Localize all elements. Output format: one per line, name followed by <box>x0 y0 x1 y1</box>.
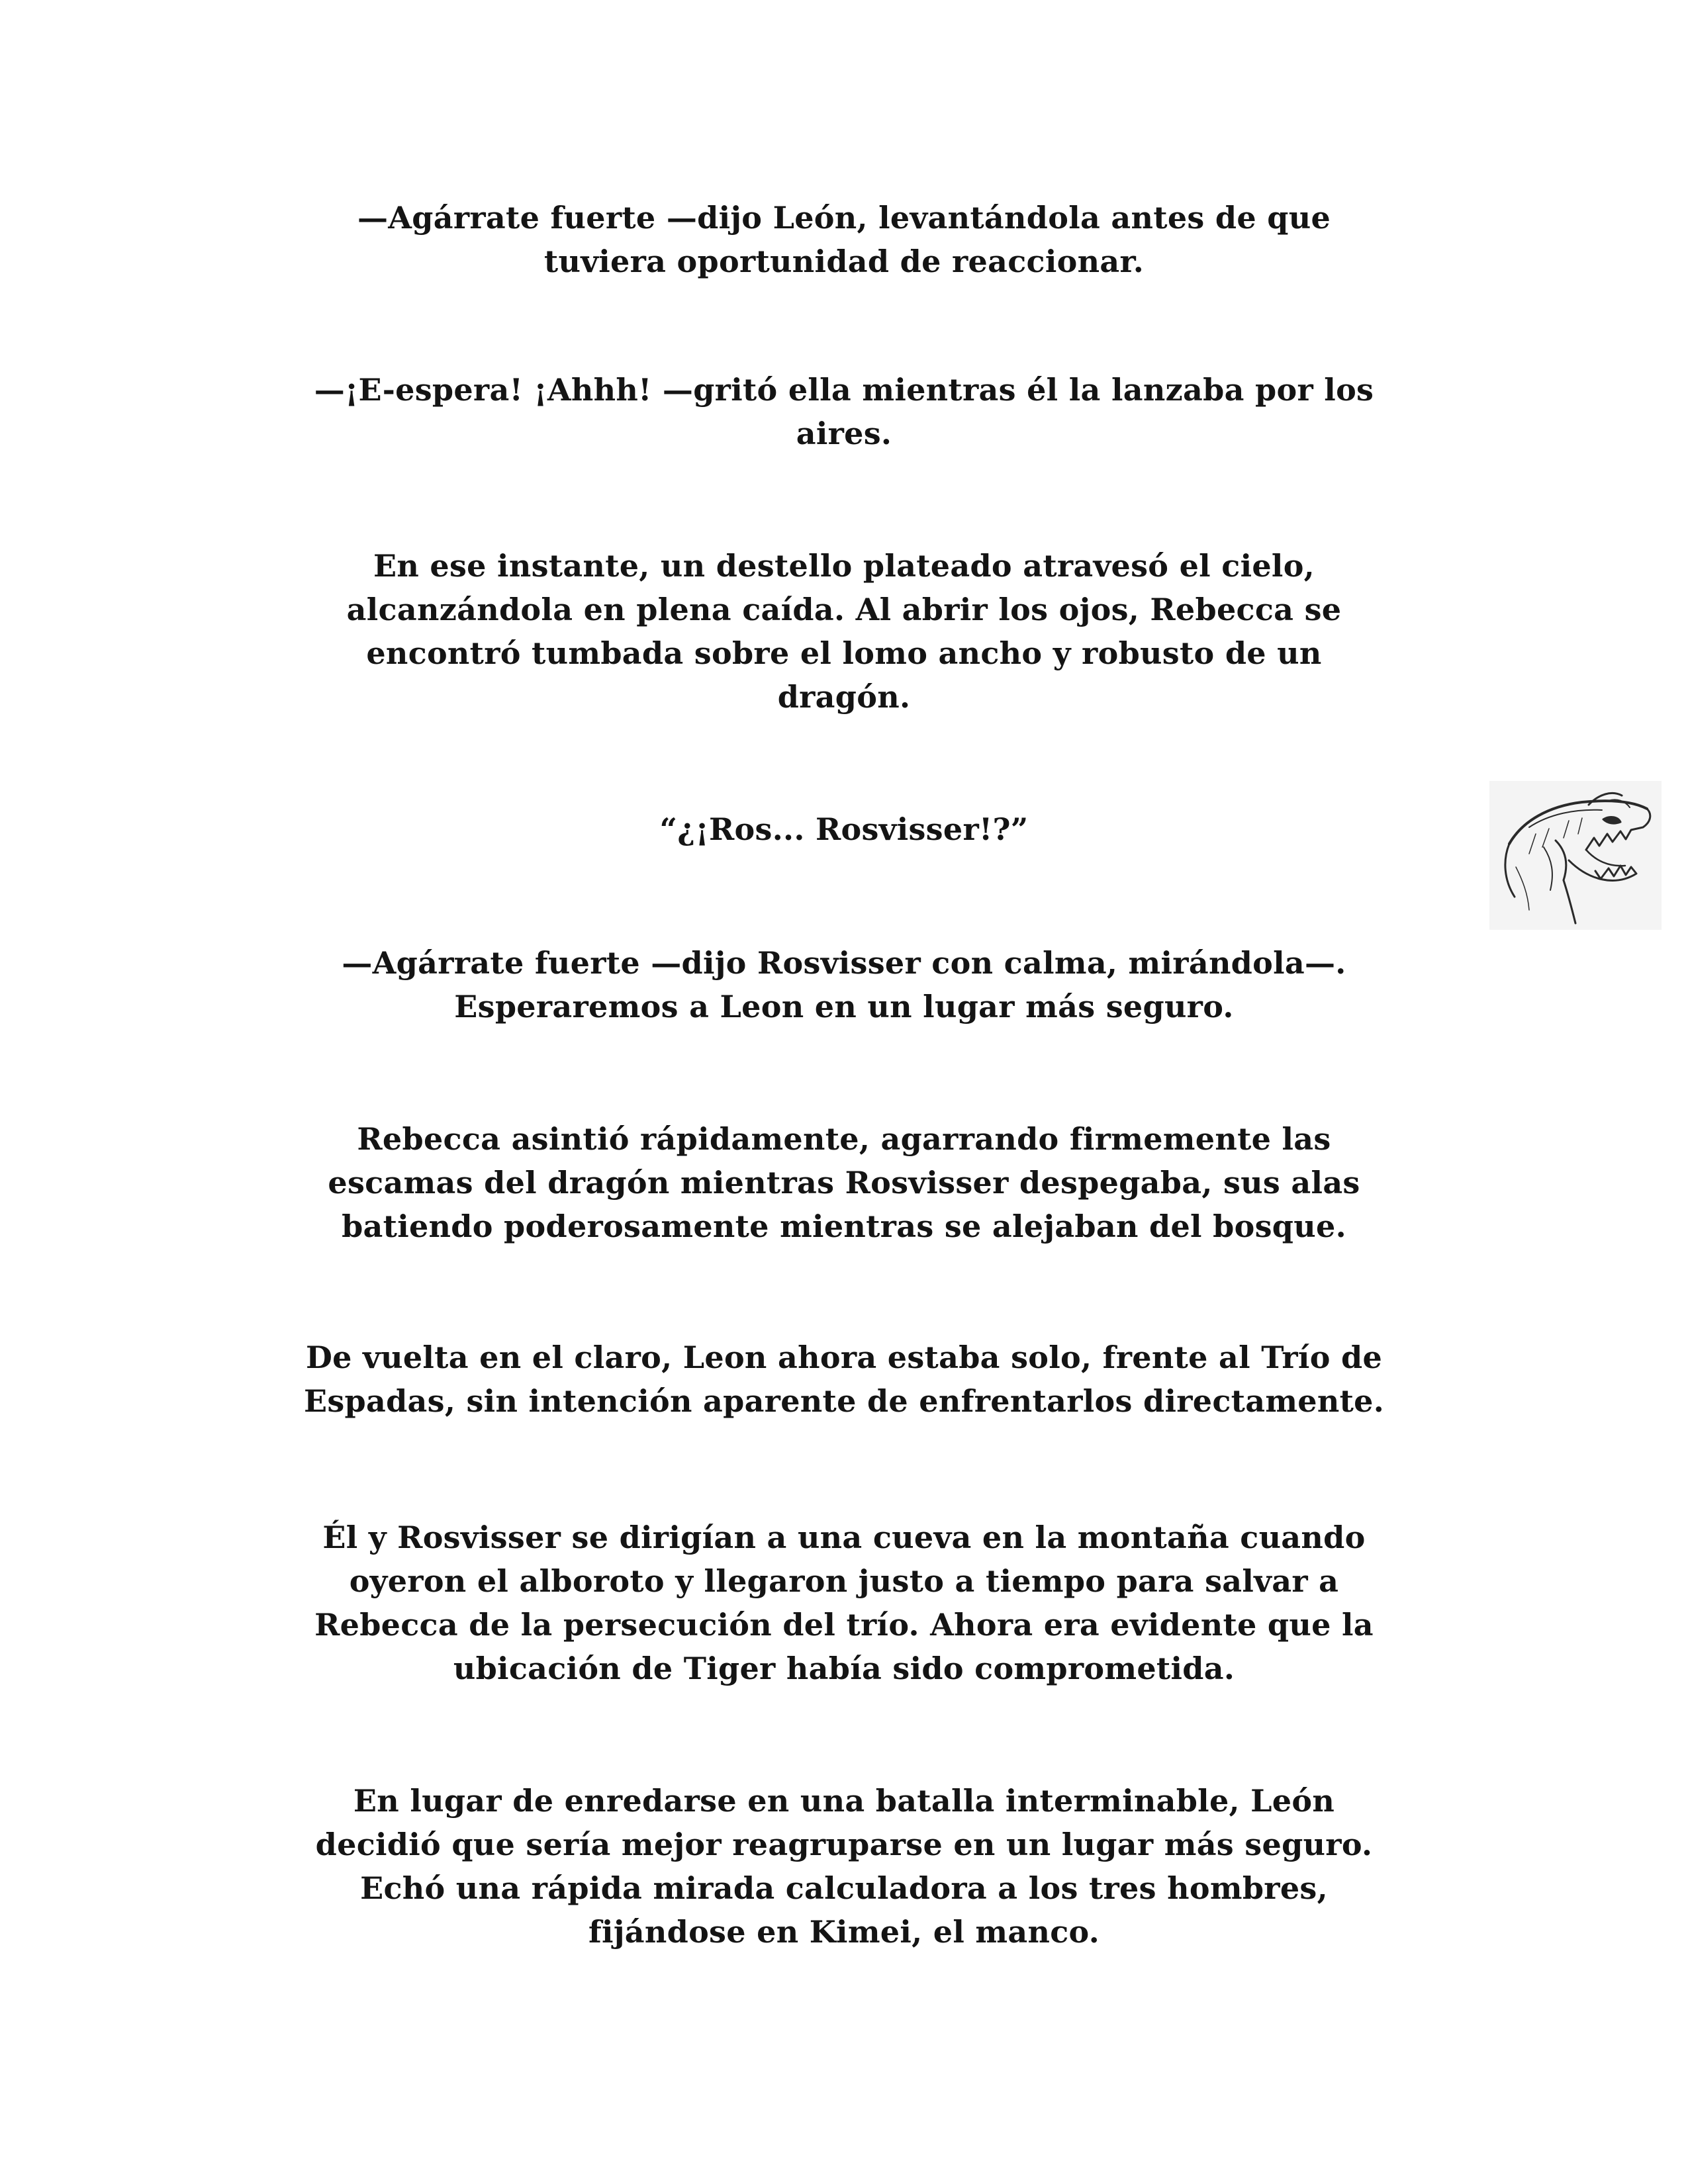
text-line: Rebecca de la persecución del trío. Ahora era evidente que la <box>314 1607 1374 1643</box>
text-line: encontró tumbada sobre el lomo ancho y robusto de un <box>366 635 1322 671</box>
paragraph-3 <box>199 544 1489 719</box>
text-line: Él y Rosvisser se dirigían a una cueva en la montaña cuando <box>322 1520 1366 1555</box>
text-line: Espadas, sin intención aparente de enfrentarlos directamente. <box>303 1383 1385 1419</box>
text-line: tuviera oportunidad de reaccionar. <box>543 244 1145 279</box>
text-line: Rebecca asintió rápidamente, agarrando firmemente las <box>357 1121 1331 1157</box>
text-line: Echó una rápida mirada calculadora a los tres hombres, <box>360 1870 1328 1906</box>
text-line: alcanzándola en plena caída. Al abrir los ojos, Rebecca se <box>346 592 1342 627</box>
paragraph-4 <box>199 807 1489 851</box>
text-line: En lugar de enredarse en una batalla interminable, León <box>353 1783 1335 1819</box>
text-line: Esperaremos a Leon en un lugar más seguro. <box>454 989 1234 1024</box>
text-line: ubicación de Tiger había sido comprometida. <box>453 1651 1235 1686</box>
paragraph-5 <box>199 941 1489 1028</box>
text-line: fijándose en Kimei, el manco. <box>588 1914 1100 1950</box>
text-line: —Agárrate fuerte —dijo Rosvisser con calma, mirándola—. <box>342 945 1346 981</box>
paragraph-1 <box>199 196 1489 283</box>
dragon-head-sketch-icon <box>1489 781 1662 930</box>
paragraph-8 <box>199 1516 1489 1690</box>
text-line: “¿¡Ros... Rosvisser!?” <box>659 811 1029 847</box>
paragraph-6 <box>199 1117 1489 1248</box>
text-line: oyeron el alboroto y llegaron justo a tiempo para salvar a <box>349 1563 1339 1599</box>
text-line: —Agárrate fuerte —dijo León, levantándola antes de que <box>357 200 1331 236</box>
paragraph-7 <box>199 1336 1489 1423</box>
text-line: decidió que sería mejor reagruparse en un lugar más seguro. <box>315 1827 1373 1862</box>
text-line: aires. <box>796 416 892 451</box>
paragraph-9 <box>199 1779 1489 1954</box>
text-line: En ese instante, un destello plateado atravesó el cielo, <box>373 548 1315 584</box>
text-line: —¡E-espera! ¡Ahhh! —gritó ella mientras él la lanzaba por los <box>314 372 1374 408</box>
paragraph-2 <box>199 368 1489 455</box>
text-line: batiendo poderosamente mientras se alejaban del bosque. <box>342 1208 1346 1244</box>
text-line: dragón. <box>777 679 911 715</box>
text-line: escamas del dragón mientras Rosvisser despegaba, sus alas <box>328 1165 1360 1201</box>
text-line: De vuelta en el claro, Leon ahora estaba solo, frente al Trío de <box>305 1340 1383 1375</box>
